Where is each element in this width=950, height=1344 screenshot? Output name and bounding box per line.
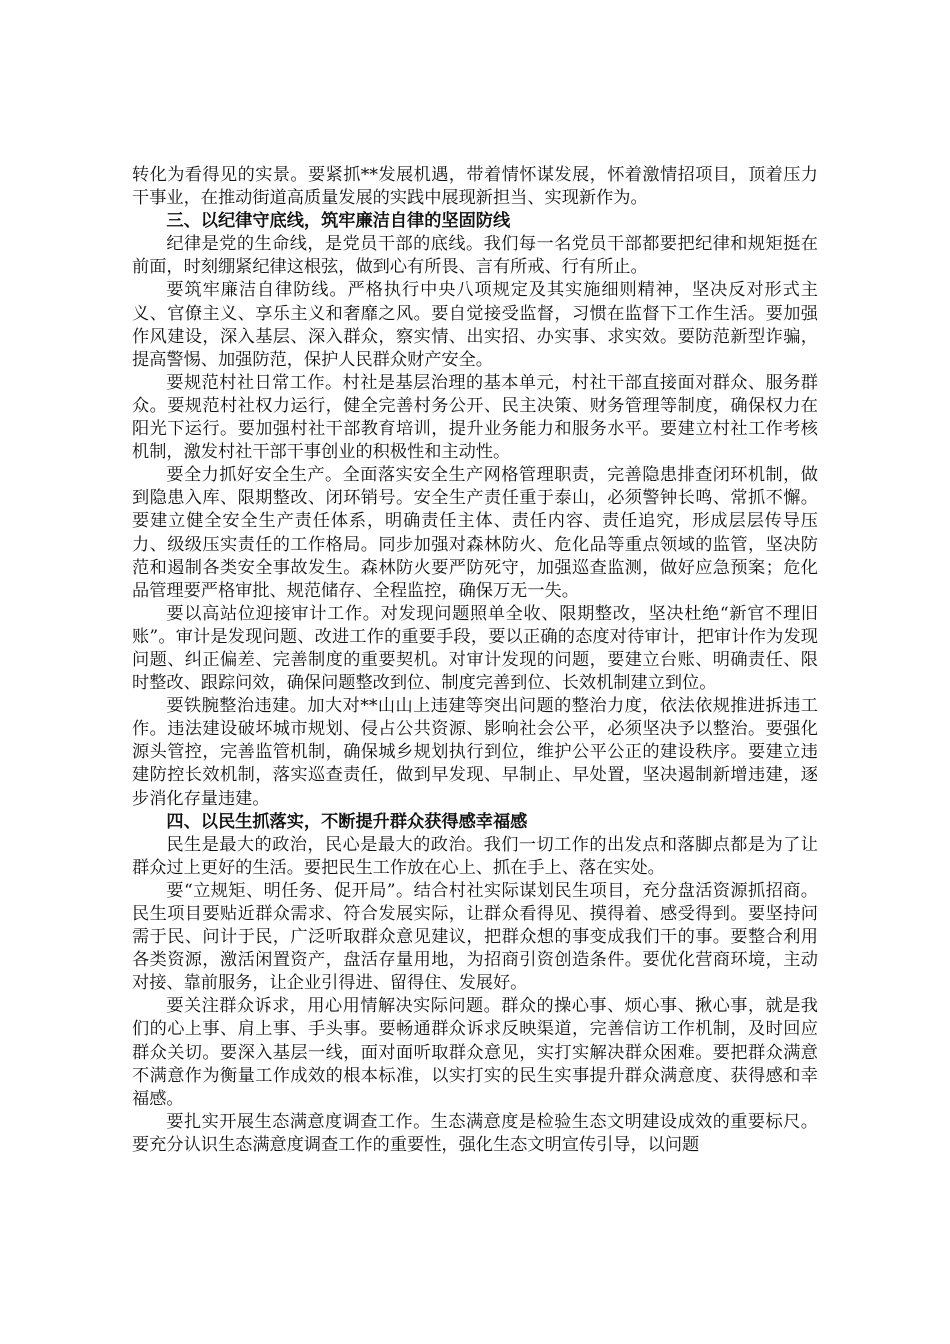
paragraph: 要全力抓好安全生产。全面落实安全生产网格管理职责，完善隐患排查闭环机制，做到隐患入库、限期整改、闭环销号。安全生产责任重于泰山，必须警钟长鸣、常抓不懈。要建立健全安全生产责任体系，明确责任主体、责任内容、责任追究，形成层层传导压力、级级压实责任的工作格局。同步加强对森林防火、危化品等重点领域的监管，坚决防范和遏制各类安全事故发生。森林防火要严防死守，加强巡查监测，做好应急预案；危化品管理要严格审批、规范储存、全程监控，确保万无一失。 <box>132 465 818 601</box>
paragraph: 要筑牢廉洁自律防线。严格执行中央八项规定及其实施细则精神，坚决反对形式主义、官僚主义、享乐主义和奢靡之风。要自觉接受监督，习惯在监督下工作生活。要加强作风建设，深入基层、深入群众，察实情、出实招、办实事、求实效。要防范新型诈骗，提高警惕、加强防范，保护人民群众财产安全。 <box>132 280 818 370</box>
paragraph: 要以高站位迎接审计工作。对发现问题照单全收、限期整改，坚决杜绝“新官不理旧账”。审计是发现问题、改进工作的重要手段，要以正确的态度对待审计，把审计作为发现问题、纠正偏差、完善制度的重要契机。对审计发现的问题，要建立台账、明确责任、限时整改、跟踪问效，确保问题整改到位、制度完善到位、长效机制建立到位。 <box>132 603 818 694</box>
section-heading: 三、以纪律守底线，筑牢廉洁自律的坚固防线 <box>166 211 511 232</box>
paragraph: 要铁腕整治违建。加大对**山山上违建等突出问题的整治力度，依法依规推进拆违工作。违法建设破坏城市规划、侵占公共资源、影响社会公平，必须坚决予以整治。要强化源头管控，完善监管机制，确保城乡规划执行到位，维护公平公正的建设秩序。要建立违建防控长效机制，落实巡查责任，做到早发现、早制止、早处置，坚决遏制新增违建，逐步消化存量违建。 <box>132 696 818 809</box>
paragraph: 要“立规矩、明任务、促开局”。结合村社实际谋划民生项目，充分盘活资源抓招商。民生项目要贴近群众需求、符合发展实际，让群众看得见、摸得着、感受得到。要坚持问需于民、问计于民，广泛听取群众意见建议，把群众想的事变成我们干的事。要整合利用各类资源，激活闲置资产，盘活存量用地，为招商引资创造条件。要优化营商环境，主动对接、靠前服务，让企业引得进、留得住、发展好。 <box>132 880 818 994</box>
paragraph: 转化为看得见的实景。要紧抓**发展机遇，带着情怀谋发展，怀着激情招项目，顶着压力干事业，在推动街道高质量发展的实践中展现新担当、实现新作为。 <box>132 165 818 209</box>
paragraph: 纪律是党的生命线，是党员干部的底线。我们每一名党员干部都要把纪律和规矩挺在前面，时刻绷紧纪律这根弦，做到心有所畏、言有所戒、行有所止。 <box>132 234 818 278</box>
document-body <box>132 164 818 1157</box>
paragraph: 民生是最大的政治，民心是最大的政治。我们一切工作的出发点和落脚点都是为了让群众过上更好的生活。要把民生工作放在心上、抓在手上、落在实处。 <box>132 834 818 878</box>
paragraph: 要规范村社日常工作。村社是基层治理的基本单元，村社干部直接面对群众、服务群众。要规范村社权力运行，健全完善村务公开、民主决策、财务管理等制度，确保权力在阳光下运行。要加强村社干部教育培训，提升业务能力和服务水平。要建立村社工作考核机制，激发村社干部干事创业的积极性和主动性。 <box>132 372 818 463</box>
section-heading: 四、以民生抓落实，不断提升群众获得感幸福感 <box>166 811 528 832</box>
paragraph: 要关注群众诉求，用心用情解决实际问题。群众的操心事、烦心事、揪心事，就是我们的心上事、肩上事、手头事。要畅通群众诉求反映渠道，完善信访工作机制，及时回应群众关切。要深入基层一线，面对面听取群众意见，实打实解决群众困难。要把群众满意不满意作为衡量工作成效的根本标准，以实打实的民生实事提升群众满意度、获得感和幸福感。 <box>132 996 818 1109</box>
paragraph: 要扎实开展生态满意度调查工作。生态满意度是检验生态文明建设成效的重要标尺。要充分认识生态满意度调查工作的重要性，强化生态文明宣传引导，以问题 <box>132 1111 818 1155</box>
